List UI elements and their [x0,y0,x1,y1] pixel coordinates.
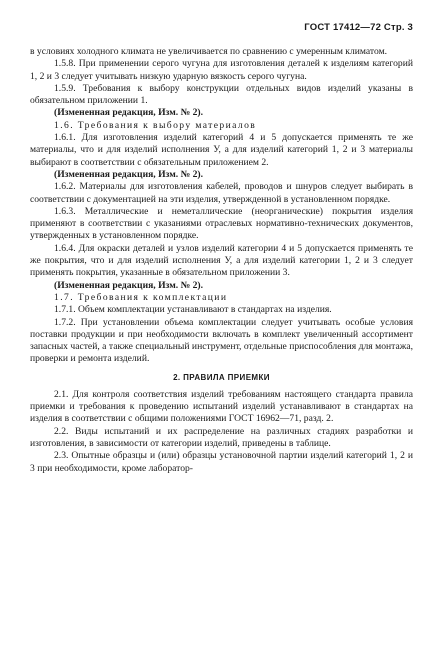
subsection-heading: 1.6. Требования к выбору материалов [54,119,257,131]
paragraph: 1.7.2. При установлении объема комплектации следует учитывать особые условия поставки продукции и при необходимости включать в комплект увеличенный ассортимент запасных частей, а также специальный инструмент, отдельные приспособления для монтажа, проверки и ремонта изделий. [30,316,413,365]
paragraph: 1.6.1. Для изготовления изделий категорий 4 и 5 допускается применять те же материалы, что и для изделий исполнения У, а для изделий категорий 1, 2 и 3 материалы выбирают в соответствии с обязательным приложением 2. [30,132,413,168]
paragraph: 2.3. Опытные образцы и (или) образцы установочной партии изделий категорий 1, 2 и 3 при необходимости, кроме лаборатор- [30,450,413,474]
amendment-note: (Измененная редакция, Изм. № 2). [54,168,204,180]
paragraph: 1.5.9. Требования к выбору конструкции отдельных видов изделий указаны в обязательном приложении 1. [30,82,413,107]
paragraph: 2.2. Виды испытаний и их распределение на различных стадиях разработки и изготовления, в зависимости от категории изделий, приведены в таблице. [30,425,413,449]
paragraph: 1.7.1. Объем комплектации устанавливают в стандартах на изделия. [54,304,332,316]
paragraph: в условиях холодного климата не увеличивается по сравнению с умеренным климатом. [30,46,388,57]
amendment-note: (Измененная редакция, Изм. № 2). [54,279,204,291]
subsection-heading: 1.7. Требования к комплектации [54,291,228,303]
paragraph: 2.1. Для контроля соответствия изделий требованиям настоящего стандарта правила приемки и требования к проведению испытаний изделий устанавливают в стандартах на изделия в соответствии с общими положениями ГОСТ 16962—71, разд. 2. [30,388,413,425]
document-body [30,46,413,475]
paragraph: 1.6.4. Для окраски деталей и узлов изделий категории 4 и 5 допускается применять те же покрытия, что и для изделий исполнения У, а для изделий категории 1, 2 и 3 следует применять покрытия, указанные в обязательном приложении 3. [30,242,413,279]
page-header: ГОСТ 17412—72 Стр. 3 [304,22,413,33]
paragraph: 1.6.2. Материалы для изготовления кабелей, проводов и шнуров следует выбирать в соответствии с документацией на эти изделия, утвержденной в установленном порядке. [30,181,413,205]
paragraph: 1.5.8. При применении серого чугуна для изготовления деталей к изделиям категорий 1, 2 и 3 следует учитывать низкую ударную вязкость серого чугуна. [30,58,413,82]
paragraph: 1.6.3. Металлические и неметаллические (неорганические) покрытия изделия применяют в соответствии с указаниями отраслевых нормативно-технических документов, утвержденных в установленном порядке. [30,205,413,242]
section-title: 2. ПРАВИЛА ПРИЕМКИ [173,372,270,382]
amendment-note: (Измененная редакция, Изм. № 2). [54,107,204,119]
